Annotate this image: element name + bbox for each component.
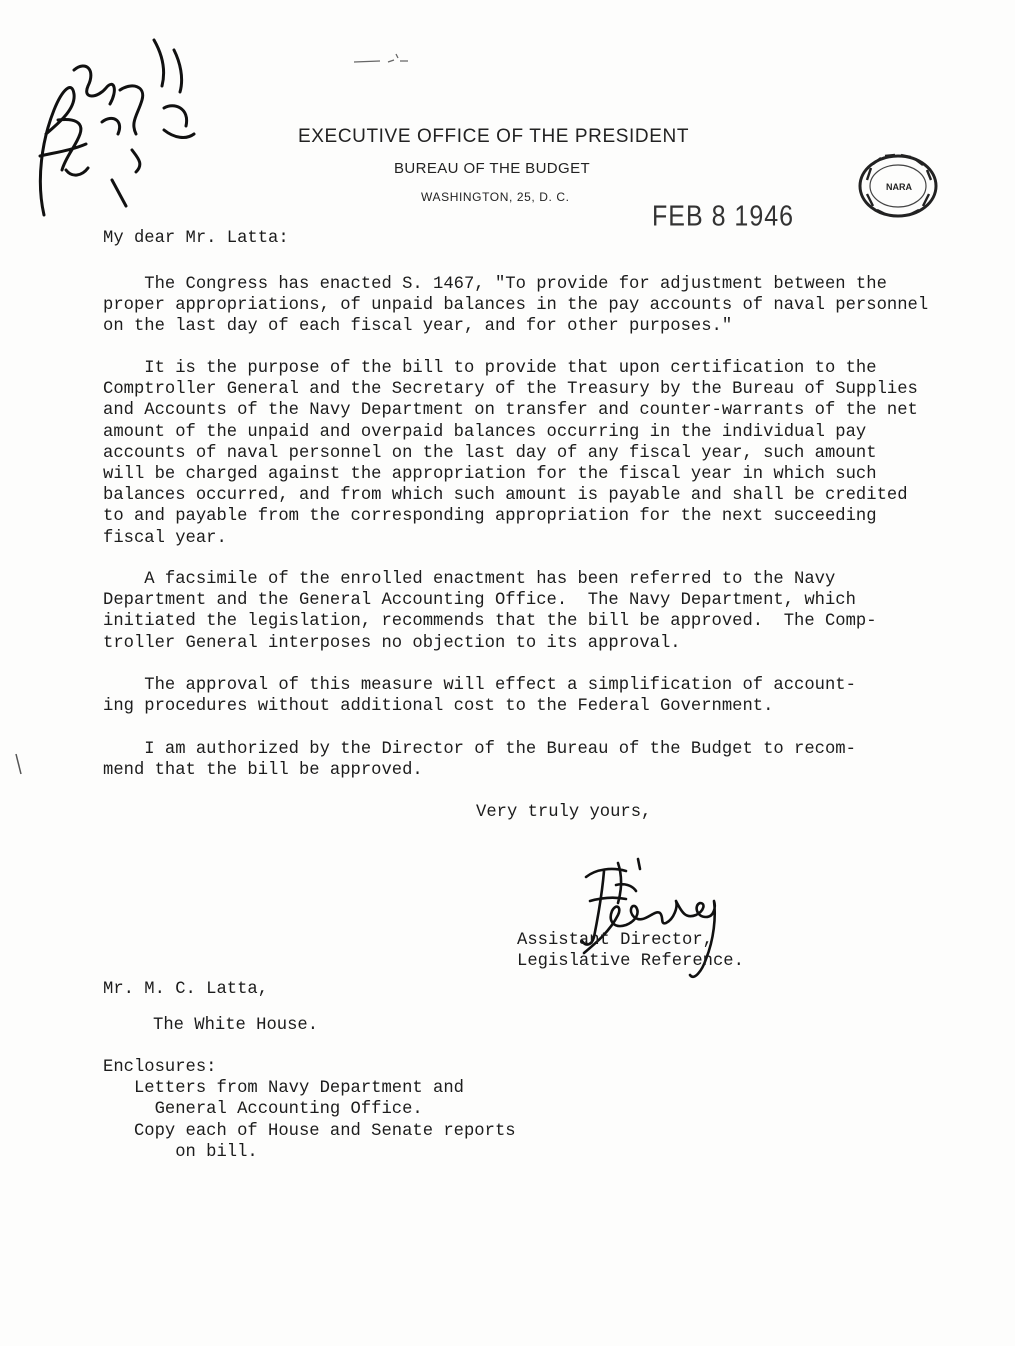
body-paragraph-4: The approval of this measure will effect a simplification of account- ing procedures without additional cost to the Federal Government.	[103, 676, 856, 717]
handwritten-signed-note	[14, 30, 214, 250]
letterhead-address: WASHINGTON, 25, D. C.	[421, 190, 570, 204]
archive-seal-stamp	[853, 150, 943, 225]
svg-text:NARA: NARA	[886, 182, 912, 192]
margin-tick-mark	[12, 752, 26, 776]
body-paragraph-2: It is the purpose of the bill to provide that upon certification to the Comptroller General and the Secretary of the Treasury by the Bureau of Supplies and Accounts of the Navy Department on transfer and counter-warrants of the net amount of the unpaid and overpaid balances occurring in the individual pay accounts of naval personnel on the last day of any fiscal year, such amount will be charged against the appropriation for the fiscal year in which such balances occurred, and from which such amount is payable and shall be credited to and payable from the corresponding appropriation for the next succeeding fiscal year.	[103, 359, 918, 548]
body-paragraph-3: A facsimile of the enrolled enactment has been referred to the Navy Department and the General Accounting Office. The Navy Department, which initiated the legislation, recommends that the bill be approved. The Comp- troller General interposes no objection to its approval.	[103, 570, 877, 653]
closing: Very truly yours,	[476, 803, 652, 822]
signer-title: Assistant Director, Legislative Reference.	[517, 931, 744, 972]
salutation: My dear Mr. Latta:	[103, 229, 289, 248]
body-paragraph-5: I am authorized by the Director of the Bureau of the Budget to recom- mend that the bill be approved.	[103, 740, 856, 781]
addressee-location: The White House.	[153, 1016, 319, 1035]
enclosures-list: Enclosures: Letters from Navy Department and General Accounting Office. Copy each of House and Senate reports on bill.	[103, 1058, 516, 1162]
date-received-stamp: FEB 8 1946	[652, 200, 795, 233]
letterhead-bureau: BUREAU OF THE BUDGET	[394, 160, 591, 177]
addressee-name: Mr. M. C. Latta,	[103, 980, 269, 999]
letterhead-office: EXECUTIVE OFFICE OF THE PRESIDENT	[298, 126, 690, 147]
stray-pen-mark	[350, 50, 420, 70]
handwritten-signature	[556, 855, 746, 995]
body-paragraph-1: The Congress has enacted S. 1467, "To provide for adjustment between the proper appropriations, of unpaid balances in the pay accounts of naval personnel on the last day of each fiscal year, and for other purposes."	[103, 275, 929, 337]
